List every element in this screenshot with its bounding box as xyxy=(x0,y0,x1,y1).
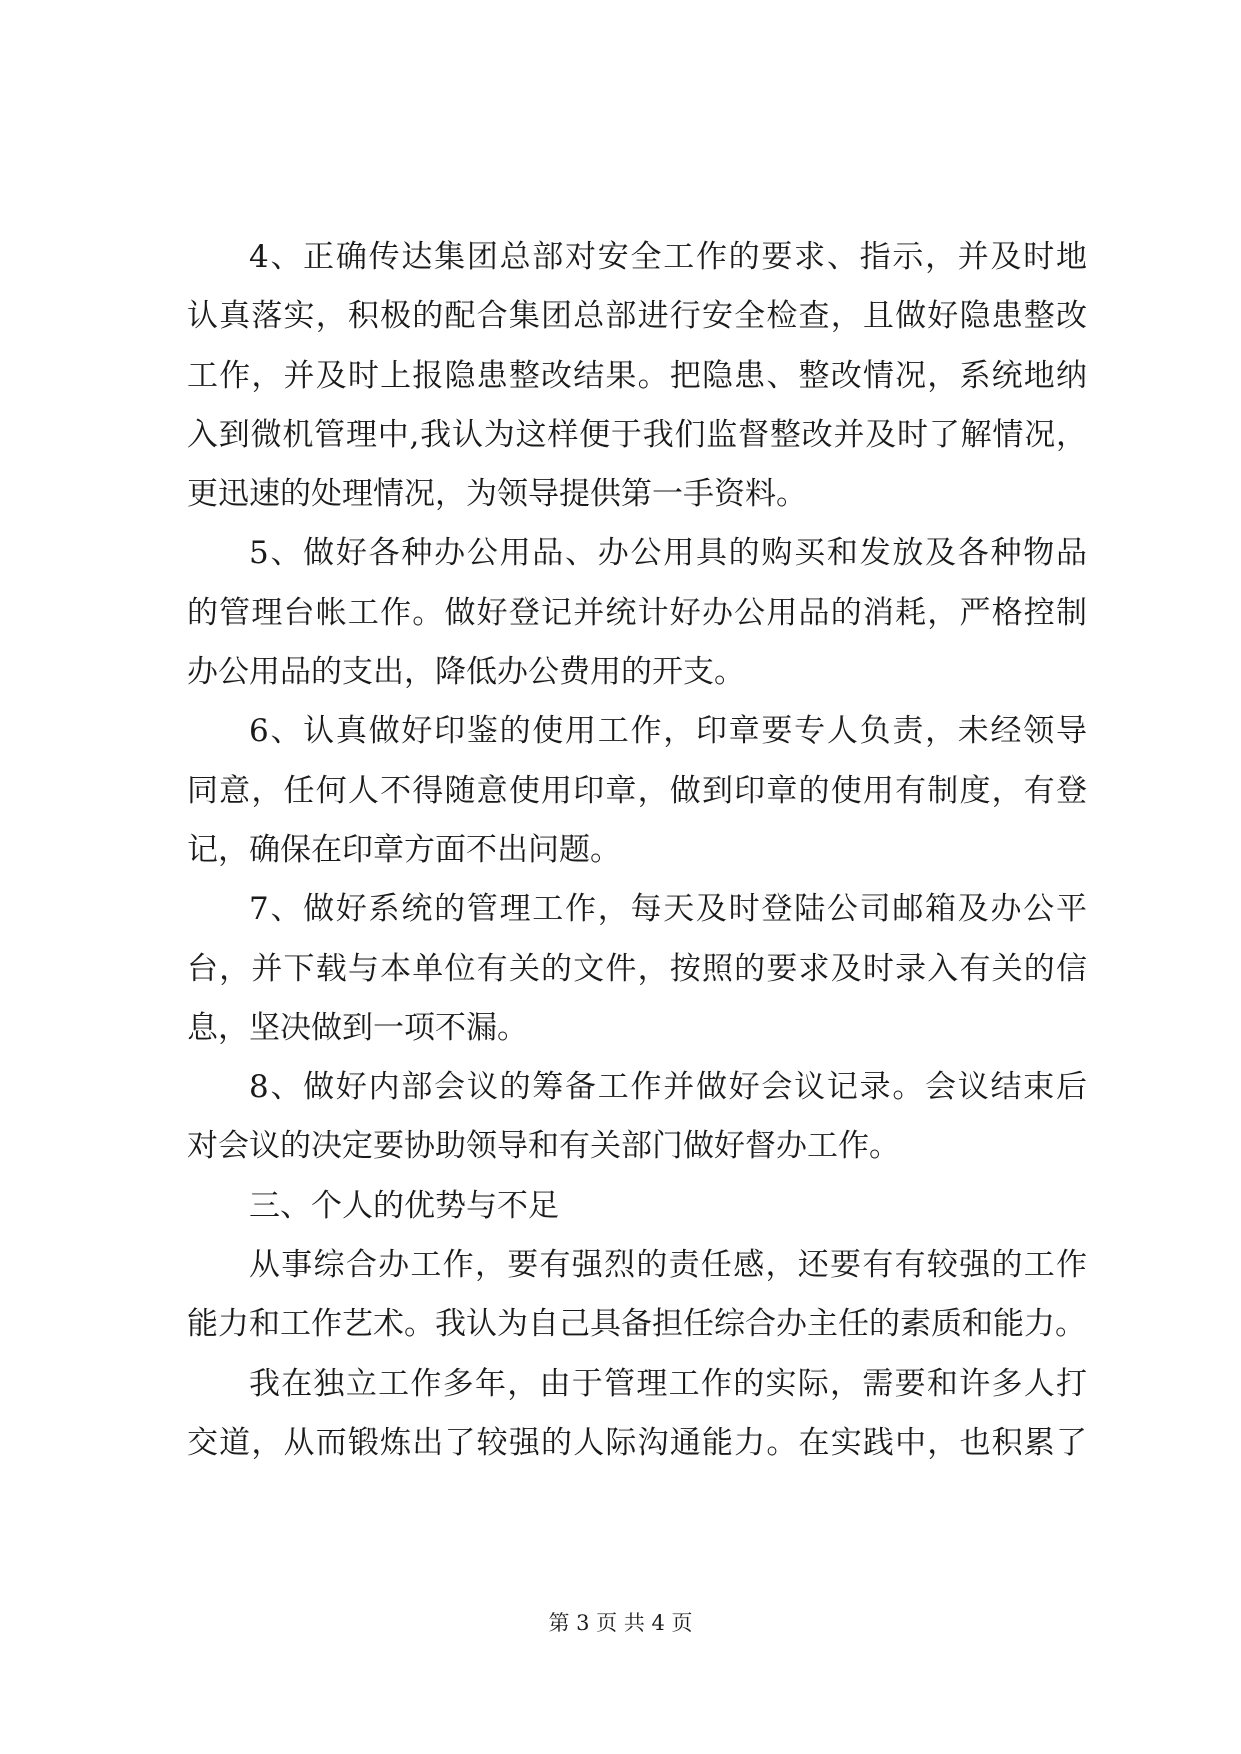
text-line: 能力和工作艺术。我认为自己具备担任综合办主任的素质和能力。 xyxy=(187,1306,1086,1343)
text-line: 同意，任何人不得随意使用印章，做到印章的使用有制度，有登 xyxy=(187,772,1087,809)
body-text xyxy=(187,228,1087,1473)
text-line: 从事综合办工作，要有强烈的责任感，还要有有较强的工作 xyxy=(249,1247,1087,1284)
text-line: 三、个人的优势与不足 xyxy=(249,1187,559,1224)
text-line: 入到微机管理中,我认为这样便于我们监督整改并及时了解情况， xyxy=(187,416,1087,453)
text-line: 更迅速的处理情况，为领导提供第一手资料。 xyxy=(187,476,807,513)
text-line: 的管理台帐工作。做好登记并统计好办公用品的消耗，严格控制 xyxy=(187,594,1087,631)
page-footer: 第 3 页 共 4 页 xyxy=(548,1611,693,1635)
text-line: 息，坚决做到一项不漏。 xyxy=(187,1009,528,1046)
text-line: 工作，并及时上报隐患整改结果。把隐患、整改情况，系统地纳 xyxy=(187,357,1087,394)
text-line: 8、做好内部会议的筹备工作并做好会议记录。会议结束后 xyxy=(249,1069,1087,1106)
text-line: 7、做好系统的管理工作，每天及时登陆公司邮箱及办公平 xyxy=(249,891,1087,928)
text-line: 对会议的决定要协助领导和有关部门做好督办工作。 xyxy=(187,1128,900,1165)
text-line: 办公用品的支出，降低办公费用的开支。 xyxy=(187,654,745,691)
text-line: 4、正确传达集团总部对安全工作的要求、指示，并及时地 xyxy=(249,239,1087,275)
text-line: 认真落实，积极的配合集团总部进行安全检查，且做好隐患整改 xyxy=(187,298,1087,335)
text-line: 台，并下载与本单位有关的文件，按照的要求及时录入有关的信 xyxy=(187,950,1087,987)
text-line: 我在独立工作多年，由于管理工作的实际，需要和许多人打 xyxy=(249,1365,1087,1402)
text-line: 5、做好各种办公用品、办公用具的购买和发放及各种物品 xyxy=(249,535,1087,572)
text-line: 6、认真做好印鉴的使用工作，印章要专人负责，未经领导 xyxy=(249,713,1087,750)
text-line: 记，确保在印章方面不出问题。 xyxy=(187,831,621,868)
text-line: 交道，从而锻炼出了较强的人际沟通能力。在实践中，也积累了 xyxy=(187,1424,1087,1461)
